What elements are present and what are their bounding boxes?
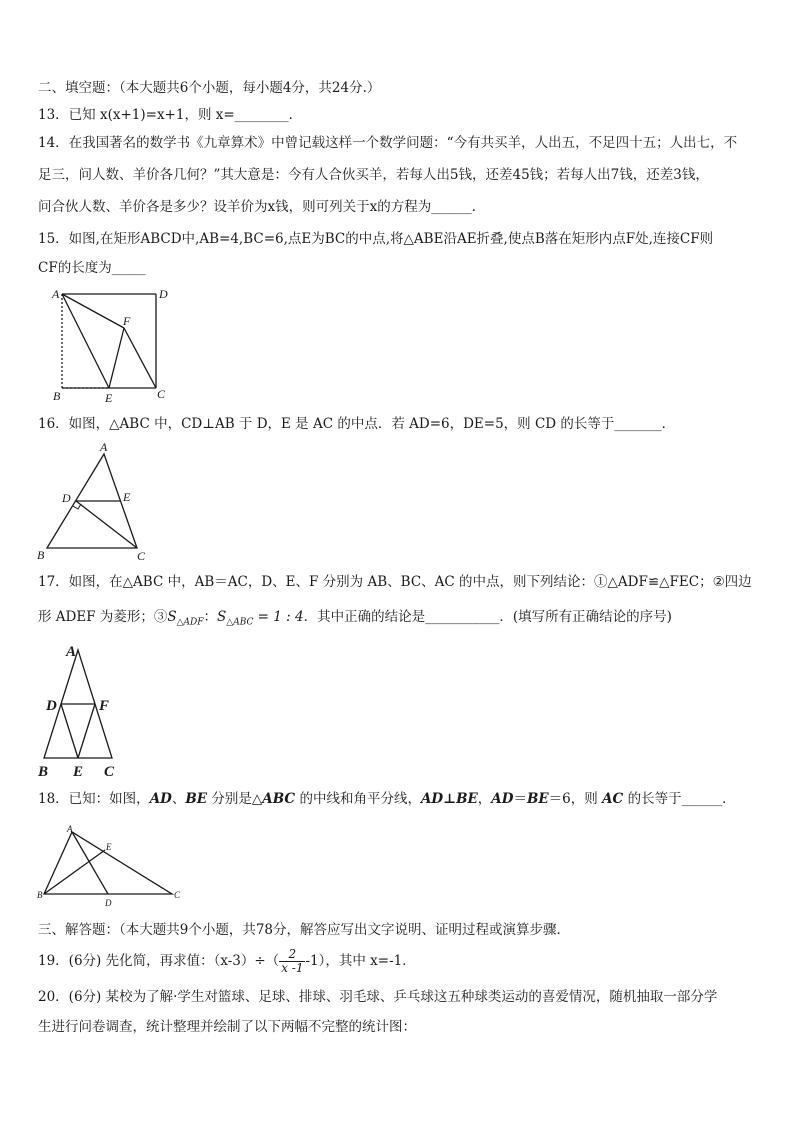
question-16: 16．如图，△ABC 中，CD⊥AB 于 D，E 是 AC 的中点．若 AD=6，DE=5，则 CD 的长等于_______． xyxy=(38,416,676,432)
question-14-line-2: 足三，问人数、羊价各几何？”其大意是：今有人合伙买羊，若每人出5钱，还差45钱；若每人出7钱，还差3钱， xyxy=(38,167,709,183)
q17-text-b: ．其中正确的结论是___________．(填写所有正确结论的序号) xyxy=(303,609,672,625)
figure-q17-triangle xyxy=(34,640,134,782)
figure-q18-triangle xyxy=(34,822,186,908)
q17-text-a: 形 ADEF 为菱形；③ xyxy=(38,609,168,625)
question-15-line-1: 15．如图,在矩形ABCD中,AB=4,BC=6,点E为BC的中点,将△ABE沿AE折叠,使点B落在矩形内点F处,连接CF则 xyxy=(38,231,714,247)
right-angle-mark xyxy=(73,504,81,509)
label-B: B xyxy=(53,389,61,403)
label-C: C xyxy=(137,549,146,563)
q19-suffix: -1），其中 x=-1． xyxy=(305,953,416,969)
label-F: F xyxy=(99,698,110,714)
segment-FE xyxy=(109,328,124,388)
label-C: C xyxy=(104,764,115,780)
segment-AF xyxy=(62,294,124,328)
question-19 xyxy=(38,947,416,975)
fraction: $\frac{2}{x -1}$ xyxy=(281,947,304,975)
label-A: A xyxy=(66,644,77,660)
label-F: F xyxy=(123,314,131,328)
question-17-line-1: 17．如图，在△ABC 中，AB＝AC，D、E、F 分别为 AB、BC、AC 的中点，则下列结论：①△ADF≌△FEC；②四边 xyxy=(38,574,752,590)
segment-DE xyxy=(61,704,78,758)
label-A: A xyxy=(67,824,73,834)
question-17-line-2 xyxy=(38,607,672,633)
label-E: E xyxy=(105,391,113,405)
label-A: A xyxy=(100,440,108,454)
label-D: D xyxy=(159,287,168,301)
label-B: B xyxy=(38,764,49,780)
label-C: C xyxy=(157,387,166,401)
segment-AE xyxy=(62,294,109,388)
section-heading-fill-in: 二、填空题：（本大题共6个小题，每小题4分，共24分.） xyxy=(38,80,381,96)
label-A: A xyxy=(52,287,60,301)
question-18: 18．已知：如图，AD、BE 分别是△ABC 的中线和角平分线，AD⊥BE，AD＝BE＝6，则 AC 的长等于______． xyxy=(38,791,736,807)
segment-DC xyxy=(76,501,137,548)
ratio-colon: ： xyxy=(203,609,218,625)
question-14-line-3: 问合伙人数、羊价各是多少？设羊价为x钱，则可列关于x的方程为______． xyxy=(38,199,486,215)
question-15-line-2: CF的长度为_____ xyxy=(38,260,146,276)
label-D: D xyxy=(62,491,71,505)
question-14-line-1: 14．在我国著名的数学书《九章算术》中曾记载这样一个数学问题：“今有共买羊，人出五，不足四十五；人出七，不 xyxy=(38,135,738,151)
label-E: E xyxy=(73,764,84,780)
label-E: E xyxy=(106,842,112,852)
segment-FC xyxy=(124,328,156,388)
median-AD xyxy=(72,832,108,894)
figure-q15-rectangle xyxy=(48,284,178,406)
question-20-line-1: 20．(6分) 某校为了解·学生对篮球、足球、排球、羽毛球、乒乓球这五种球类运动的喜爱情况，随机抽取一部分学 xyxy=(38,989,718,1005)
ratio-area-right: $S_{\triangle ABC}$ xyxy=(217,609,254,628)
question-13: 13．已知 x(x+1)=x+1，则 x=________． xyxy=(38,107,303,123)
ratio-area-left: $S_{\triangle ADF}$ xyxy=(167,609,204,628)
label-B: B xyxy=(37,890,43,900)
question-20-line-2: 生进行问卷调查，统计整理并绘制了以下两幅不完整的统计图： xyxy=(38,1019,416,1035)
q19-prefix: 19．(6分) 先化简，再求值：（x-3）÷（ xyxy=(38,953,280,969)
figure-q16-triangle xyxy=(32,438,160,564)
label-E: E xyxy=(123,490,131,504)
section-heading-solutions: 三、解答题：（本大题共9个小题，共78分，解答应写出文字说明、证明过程或演算步骤． xyxy=(38,922,571,938)
segment-FE xyxy=(78,704,95,758)
label-B: B xyxy=(37,548,45,562)
ratio-value: = 1 : 4 xyxy=(253,609,304,625)
label-D: D xyxy=(46,698,57,714)
label-D: D xyxy=(105,898,112,908)
label-C: C xyxy=(174,890,181,900)
